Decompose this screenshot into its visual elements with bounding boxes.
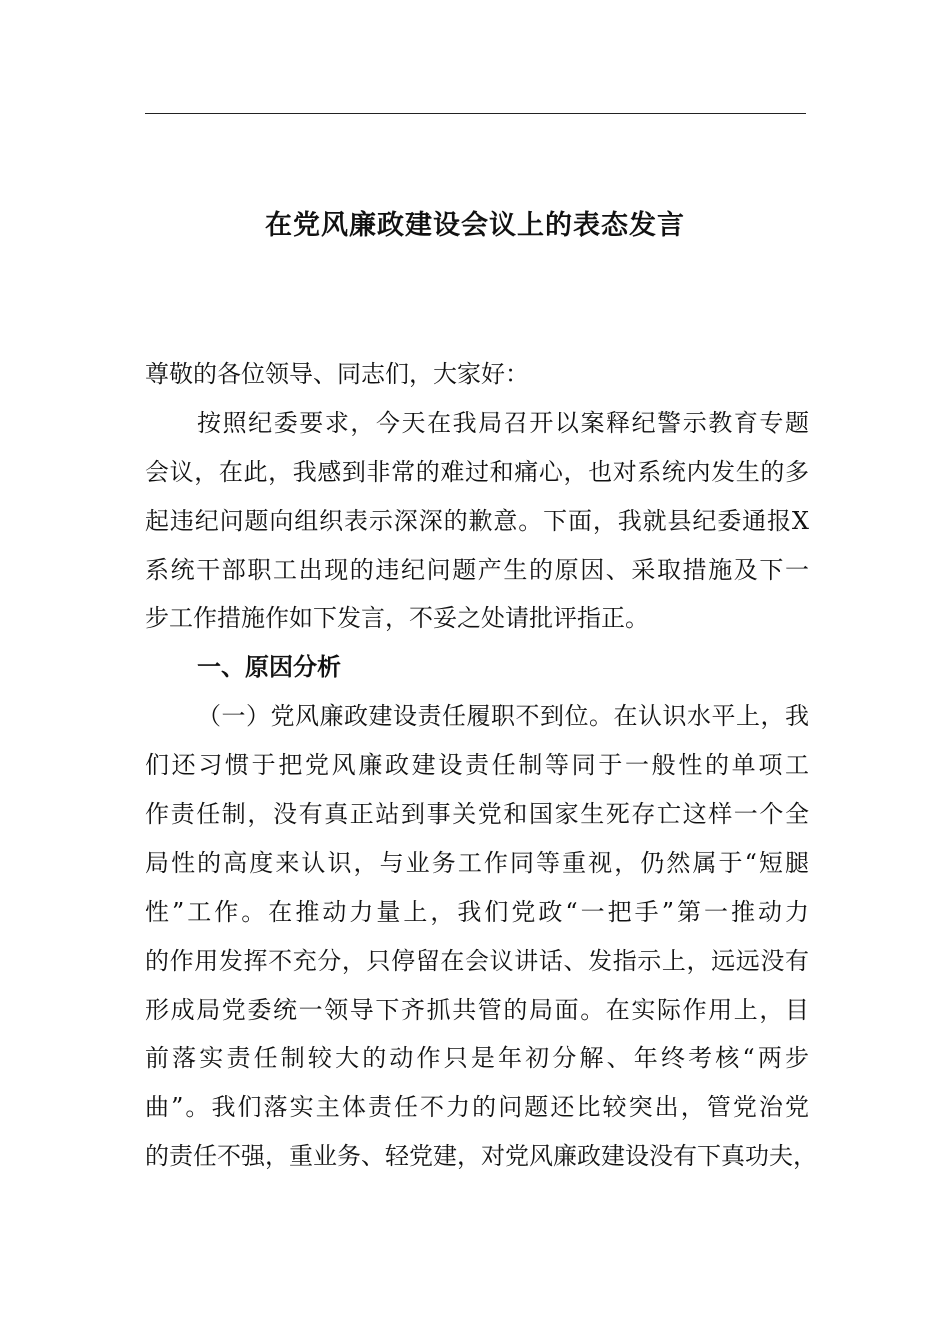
paragraph-1-line-1: 按照纪委要求，今天在我局召开以案释纪警示教育专题 [197,408,809,437]
paragraph-2-line-1: （一）党风廉政建设责任履职不到位。在认识水平上，我 [197,702,809,731]
paragraph-1-line-3: 起违纪问题向组织表示深深的歉意。下面，我就县纪委通报X [145,506,809,535]
section-1-heading: 一、原因分析 [197,652,341,682]
paragraph-1-line-4: 系统干部职工出现的违纪问题产生的原因、采取措施及下一 [145,555,809,584]
salutation: 尊敬的各位领导、同志们，大家好： [145,360,529,388]
paragraph-2-line-8: 前落实责任制较大的动作只是年初分解、年终考核“两步 [145,1044,809,1073]
header-rule [145,113,806,114]
paragraph-2-line-6: 的作用发挥不充分，只停留在会议讲话、发指示上，远远没有 [145,946,809,975]
paragraph-2-line-5: 性”工作。在推动力量上，我们党政“一把手”第一推动力 [145,897,809,926]
document-body [145,350,817,1181]
paragraph-2-line-4: 局性的高度来认识，与业务工作同等重视，仍然属于“短腿 [145,848,809,877]
paragraph-2-line-3: 作责任制，没有真正站到事关党和国家生死存亡这样一个全 [145,800,809,829]
paragraph-2-line-2: 们还习惯于把党风廉政建设责任制等同于一般性的单项工 [145,751,809,780]
paragraph-2-line-10: 的责任不强，重业务、轻党建，对党风廉政建设没有下真功夫， [145,1142,817,1171]
paragraph-2-line-9: 曲”。我们落实主体责任不力的问题还比较突出，管党治党 [145,1093,809,1122]
paragraph-2-line-7: 形成局党委统一领导下齐抓共管的局面。在实际作用上，目 [145,995,809,1024]
document-title: 在党风廉政建设会议上的表态发言 [265,210,685,241]
paragraph-1-line-2: 会议，在此，我感到非常的难过和痛心，也对系统内发生的多 [145,457,809,486]
paragraph-1-line-5: 步工作措施作如下发言，不妥之处请批评指正。 [145,604,649,633]
